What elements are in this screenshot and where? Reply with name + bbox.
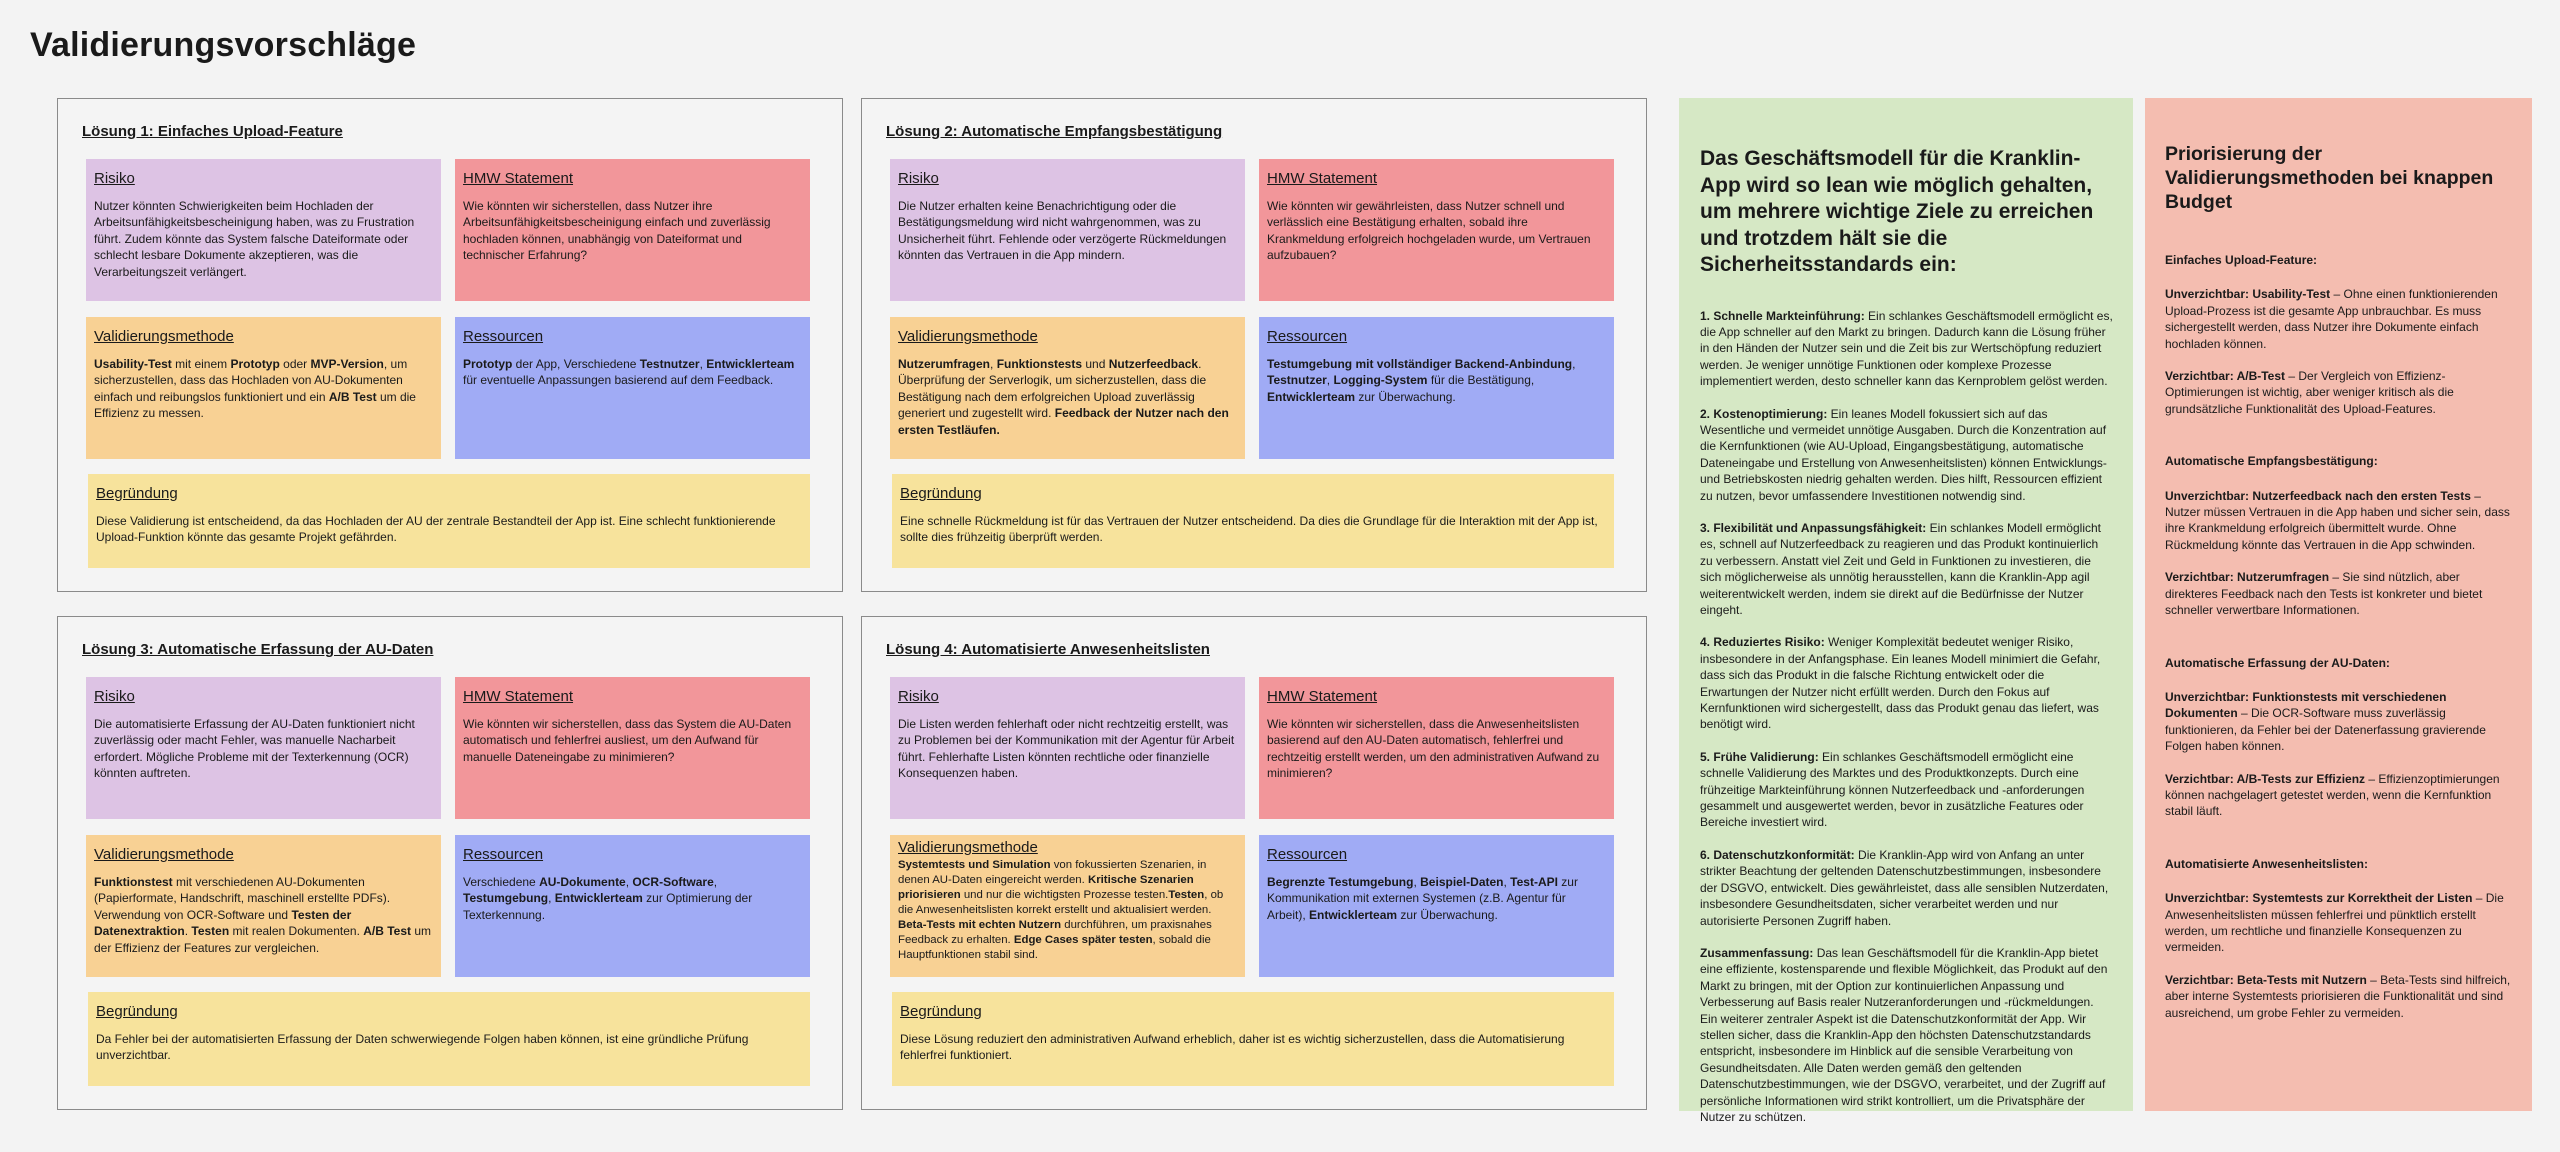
text-segment: und nur die wichtigsten Prozesse testen. — [960, 889, 1169, 901]
text-segment: mit verschiedenen AU-Dokumenten (Papierformate, Handschrift, maschinell erstellte PDFs). Verwendung von OCR-Software und — [94, 875, 391, 922]
card-heading: Validierungsmethode — [94, 328, 234, 345]
priority-item — [2165, 972, 2512, 1021]
reason-card — [892, 992, 1614, 1086]
card-text — [898, 356, 1237, 438]
bold-segment: Feedback der Nutzer nach den ersten Testläufen. — [898, 406, 1229, 437]
resources-card — [1259, 317, 1614, 459]
bold-segment: Systemtests und Simulation — [898, 859, 1051, 871]
point-heading: Zusammenfassung: — [1700, 945, 1814, 960]
business-model-point — [1700, 749, 2113, 831]
resources-card — [455, 317, 810, 459]
point-text: Weniger Komplexität bedeutet weniger Risiko, insbesondere in der Anfangsphase. Ein leanes Modell minimiert die Gefahr, dass sich das Produkt in die falsche Richtung entwickelt oder die Erwartungen der Nutzer nicht erfüllt werden. Durch den Fokus auf Kernfunktionen wird sichergestellt, dass das Produkt genau das liefert, was benötigt wird. — [1700, 635, 2101, 732]
hmw-card — [455, 159, 810, 301]
solution-frame-3 — [57, 616, 843, 1110]
validation-card — [890, 317, 1245, 459]
text-segment: Verschiedene — [463, 875, 540, 889]
bold-segment: A/B Test — [363, 924, 412, 939]
bold-segment: Testumgebung mit vollständiger Backend-Anbindung — [1267, 357, 1573, 371]
priority-text: – Sie sind nützlich, aber direkteres Feedback nach den Tests ist konkreter und bietet schneller verwertbare Informationen. — [2165, 570, 2483, 618]
solution-title: Lösung 3: Automatische Erfassung der AU-Daten — [82, 641, 434, 658]
resources-card — [455, 835, 810, 977]
text-segment: zur Kommunikation mit externen Systemen (z.B. Agentur für Arbeit), — [1267, 875, 1578, 922]
validation-card — [86, 835, 441, 977]
text-segment: , um sicherzustellen, dass das Hochladen von AU-Dokumenten einfach und reibungslos funktioniert und ein — [94, 357, 408, 404]
card-heading: Risiko — [94, 170, 135, 187]
bold-segment: Entwicklerteam — [706, 357, 795, 371]
bold-segment: Testen — [1168, 889, 1205, 901]
priority-label: Unverzichtbar: Systemtests zur Korrektheit der Listen — [2165, 891, 2473, 906]
validation-card — [86, 317, 441, 459]
text-segment: um der Effizienz der Features zur vergleichen. — [94, 924, 432, 955]
bold-segment: Funktionstests — [996, 357, 1083, 371]
section-spacer — [2165, 635, 2512, 655]
bold-segment: AU-Dokumente — [539, 875, 626, 889]
risk-card — [890, 159, 1245, 301]
priority-text: – Nutzer müssen Vertrauen in die App haben und sicher sein, dass ihre Krankmeldung erfolgreich übermittelt wurde. Ohne Rückmeldung könnte das Vertrauen in die App schwinden. — [2165, 488, 2510, 552]
text-segment: oder — [279, 357, 311, 371]
bold-segment: Testnutzer — [1267, 373, 1327, 388]
card-heading: Risiko — [898, 688, 939, 705]
card-text: Eine schnelle Rückmeldung ist für das Vertrauen der Nutzer entscheidend. Da dies die Grundlage für die Interaktion mit der App ist, sollte dies frühzeitig überprüft werden. — [900, 514, 1598, 545]
text-segment: , — [1572, 357, 1576, 371]
bold-segment: Edge Cases später testen — [1013, 934, 1153, 946]
hmw-card — [455, 677, 810, 819]
prioritization-title: Priorisierung der Validierungsmethoden bei knappen Budget — [2165, 143, 2494, 213]
card-heading: Ressourcen — [463, 846, 544, 863]
card-text: Wie könnten wir sicherstellen, dass die Anwesenheitslisten basierend auf den AU-Daten automatisch, fehlerfrei und rechtzeitig erstellt werden, um den administrativen Aufwand zu minimieren? — [1267, 717, 1600, 781]
text-segment: um die Effizienz zu messen. — [94, 389, 416, 421]
priority-label: Unverzichtbar: Usability-Test — [2165, 287, 2331, 302]
priority-text: – Die OCR-Software muss zuverlässig funktionieren, da Fehler bei der Datenerfassung gravierende Folgen haben können. — [2165, 706, 2486, 754]
solution-frame-1 — [57, 98, 843, 592]
reason-card — [892, 474, 1614, 568]
text-segment: , sobald die Hauptfunktionen stabil sind. — [898, 934, 1211, 961]
text-segment: , — [548, 891, 555, 906]
reason-card — [88, 992, 810, 1086]
bold-segment: Testnutzer — [639, 357, 700, 371]
priority-item — [2165, 569, 2512, 618]
text-segment: und — [1082, 357, 1109, 371]
text-segment: zur Überwachung. — [1397, 907, 1498, 922]
text-segment: mit einem — [171, 357, 231, 371]
bold-segment: Logging-System — [1333, 373, 1428, 388]
text-segment: durchführen, um praxisnahes Feedback zu erhalten. — [898, 919, 1212, 946]
card-heading: HMW Statement — [1267, 170, 1378, 187]
card-heading: Risiko — [94, 688, 135, 705]
priority-text: – Beta-Tests sind hilfreich, aber interne Systemtests priorisieren die Funktionalität und sind ausreichend, um grobe Fehler zu vermeiden. — [2165, 972, 2511, 1020]
point-text: Die Kranklin-App wird von Anfang an unter strikter Beachtung der geltenden Datenschutzbestimmungen, insbesondere der DSGVO, entwickelt. Dies gewährleistet, dass alle sensiblen Nutzerdaten, insbesondere Gesundheitsdaten, sicher verarbeitet werden und nur autorisierte Personen Zugriff haben. — [1700, 847, 2109, 928]
card-text — [463, 356, 802, 389]
card-text: Nutzer könnten Schwierigkeiten beim Hochladen der Arbeitsunfähigkeitsbescheinigung haben, was zu Frustration führt. Zudem könnte das System falsche Dateiformate oder schlecht lesbare Dokumente akzeptieren, was die Verarbeitungszeit verlängert. — [94, 199, 415, 279]
text-segment: der App, Verschiedene — [512, 357, 640, 371]
section-spacer — [2165, 433, 2512, 453]
point-heading: 5. Frühe Validierung: — [1700, 749, 1819, 764]
card-text: Die Nutzer erhalten keine Benachrichtigung oder die Bestätigungsmeldung wird nicht wahrgenommen, was zu Unsicherheit führt. Fehlende oder verzögerte Rückmeldungen könnten das Vertrauen in die App mindern. — [898, 199, 1227, 263]
point-text: Ein schlankes Geschäftsmodell ermöglicht es, die App schneller auf den Markt zu bringen. Dadurch kann die Lösung früher in den Händen der Nutzer sein und die Zeit bis zur Wertschöpfung reduziert werden. Je weniger unnötige Funktionen oder komplexe Prozesse implementiert werden, desto schneller kann das Kernproblem gelöst werden. — [1700, 308, 2113, 389]
priority-label: Verzichtbar: A/B-Test — [2165, 369, 2286, 384]
text-segment: , — [990, 357, 997, 371]
solution-title: Lösung 1: Einfaches Upload-Feature — [82, 123, 343, 140]
point-text: Das lean Geschäftsmodell für die Kranklin-App bietet eine effiziente, kostensparende und flexible Möglichkeit, das Produkt auf den Markt zu bringen, mit der Option zur kontinuierlichen Anpassung und Verbesserung auf Basis realer Nutzeranforderungen und -rückmeldungen. Ein weiterer zentraler Aspekt ist die Datenschutzkonformität der App. Wir stellen sicher, dass die Kranklin-App den höchsten Datenschutzstandards entspricht, insbesondere im Hinblick auf die sensible Verarbeitung von Gesundheitsdaten. Alle Daten werden gemäß den geltenden Datenschutzbestimmungen, wie der DSGVO, verarbeitet, und der Zugriff auf persönliche Informationen wird strikt kontrolliert, um die Privatsphäre der Nutzer zu schützen. — [1700, 945, 2108, 1124]
business-model-title: Das Geschäftsmodell für die Kranklin-App wird so lean wie möglich gehalten, um mehrere wichtige Ziele zu erreichen und trotzdem hält sie die Sicherheitsstandards ein: — [1700, 147, 2094, 276]
priority-section-heading: Automatische Empfangsbestätigung: — [2165, 454, 2378, 469]
point-text: Ein schlankes Geschäftsmodell ermöglicht eine schnelle Validierung des Marktes und des Produktkonzepts. Durch eine frühzeitige Markteinführung können Nutzerfeedback und -anforderungen gesammelt und ausgewertet werden, bevor in zusätzliche Features oder Bereiche investiert wird. — [1700, 749, 2085, 830]
card-heading: HMW Statement — [1267, 688, 1378, 705]
point-heading: 4. Reduziertes Risiko: — [1700, 635, 1825, 650]
card-text: Da Fehler bei der automatisierten Erfassung der Daten schwerwiegende Folgen haben können, ist eine gründliche Prüfung unverzichtbar. — [96, 1032, 749, 1063]
bold-segment: Beta-Tests mit echten Nutzern — [898, 919, 1062, 931]
bold-segment: A/B Test — [328, 389, 377, 404]
priority-item — [2165, 771, 2512, 820]
bold-segment: Testumgebung — [463, 891, 549, 906]
card-text: Die Listen werden fehlerhaft oder nicht rechtzeitig erstellt, was zu Problemen bei der Kommunikation mit der Agentur für Arbeit führt. Fehlerhafte Listen könnten rechtliche oder finanzielle Konsequenzen haben. — [898, 717, 1235, 781]
text-segment: . — [184, 924, 192, 939]
card-text: Wie könnten wir gewährleisten, dass Nutzer schnell und verlässlich eine Bestätigung erhalten, sobald ihre Krankmeldung erfolgreich hochgeladen wurde, um Vertrauen aufzubauen? — [1267, 199, 1591, 263]
bold-segment: Prototyp — [230, 357, 280, 371]
priority-item — [2165, 689, 2512, 755]
priority-label: Verzichtbar: A/B-Tests zur Effizienz — [2165, 771, 2366, 786]
prioritization-panel — [2145, 98, 2532, 1111]
card-heading: Ressourcen — [1267, 328, 1348, 345]
bold-segment: Kritische Szenarien priorisieren — [898, 874, 1194, 901]
text-segment: , — [625, 875, 633, 889]
business-model-point — [1700, 847, 2113, 929]
text-segment: für eventuelle Anpassungen basierend auf dem Feedback. — [463, 373, 774, 388]
bold-segment: Entwicklerteam — [554, 891, 643, 906]
bold-segment: Test-API — [1510, 875, 1558, 889]
priority-text: – Der Vergleich von Effizienz-Optimierungen ist wichtig, aber weniger kritisch als die grundsätzliche Funktionalität des Upload-Features. — [2165, 369, 2454, 416]
validation-card — [890, 835, 1245, 977]
card-heading: HMW Statement — [463, 688, 574, 705]
solution-title: Lösung 2: Automatische Empfangsbestätigung — [886, 123, 1223, 140]
card-heading: Ressourcen — [1267, 846, 1348, 863]
text-segment: , — [713, 875, 718, 889]
card-heading: Begründung — [900, 1003, 982, 1020]
point-heading: 6. Datenschutzkonformität: — [1700, 847, 1855, 862]
bold-segment: OCR-Software — [632, 875, 714, 889]
card-text: Diese Lösung reduziert den administrativen Aufwand erheblich, daher ist es wichtig sicherzustellen, dass die Automatisierung fehlerfrei funktioniert. — [900, 1032, 1565, 1063]
bold-segment: MVP-Version — [310, 357, 384, 371]
hmw-card — [1259, 159, 1614, 301]
bold-segment: Entwicklerteam — [1267, 389, 1356, 404]
bold-segment: Testen der Datenextraktion — [94, 907, 352, 939]
card-heading: Risiko — [898, 170, 939, 187]
text-segment: , — [699, 357, 707, 371]
hmw-card — [1259, 677, 1614, 819]
card-text: Diese Validierung ist entscheidend, da das Hochladen der AU der zentrale Bestandteil der App ist. Eine schlecht funktionierende Upload-Funktion könnte das gesamte Projekt gefährden. — [96, 514, 776, 545]
bold-segment: Beispiel-Daten — [1420, 875, 1504, 889]
priority-item — [2165, 368, 2512, 417]
card-heading: Validierungsmethode — [898, 328, 1038, 345]
risk-card — [86, 677, 441, 819]
business-model-point — [1700, 308, 2113, 390]
card-heading: Ressourcen — [463, 328, 544, 345]
bold-segment: Nutzerfeedback — [1108, 357, 1199, 371]
text-segment: zur Optimierung der Texterkennung. — [463, 891, 753, 922]
prioritization-sections — [2165, 252, 2512, 1021]
point-text: Ein schlankes Modell ermöglicht es, schnell auf Nutzerfeedback zu reagieren und das Produkt kontinuierlich zu verbessern. Anstatt viel Zeit und Geld in Funktionen zu investieren, die sich möglicherweise als unnötig herausstellen, kann die Kranklin-App agil weiterentwickelt werden, indem sie direkt auf die Bedürfnisse der Nutzer eingeht. — [1700, 520, 2101, 617]
priority-label: Verzichtbar: Nutzerumfragen — [2165, 570, 2330, 585]
business-model-point — [1700, 945, 2113, 1125]
text-segment: , — [1413, 875, 1421, 889]
priority-section-heading: Automatische Erfassung der AU-Daten: — [2165, 655, 2390, 670]
business-model-point — [1700, 634, 2113, 732]
priority-label: Unverzichtbar: Funktionstests mit verschiedenen Dokumenten — [2165, 689, 2447, 721]
text-segment: . Überprüfung der Serverlogik, um sicherzustellen, dass die Bestätigung nach dem erfolgreichen Upload zuverlässig generiert und zugestellt wird. — [898, 357, 1207, 421]
card-text — [94, 356, 433, 422]
card-text: Wie könnten wir sicherstellen, dass Nutzer ihre Arbeitsunfähigkeitsbescheinigung einfach und zuverlässig hochladen können, unabhängig von Dateiformat und technischer Erfahrung? — [463, 199, 771, 263]
bold-segment: Funktionstest — [94, 875, 173, 889]
bold-segment: Usability-Test — [94, 357, 172, 371]
solution-frame-2 — [861, 98, 1647, 592]
priority-text: – Die Anwesenheitslisten müssen fehlerfrei und pünktlich erstellt werden, um rechtliche und finanzielle Konsequenzen zu vermeiden. — [2165, 891, 2504, 955]
text-segment: , — [1326, 373, 1334, 388]
card-text: Wie könnten wir sicherstellen, dass das System die AU-Daten automatisch und fehlerfrei ausliest, um den Aufwand für manuelle Dateneingabe zu minimieren? — [463, 717, 792, 764]
bold-segment: Begrenzte Testumgebung — [1267, 875, 1414, 889]
card-text — [898, 858, 1237, 963]
resources-card — [1259, 835, 1614, 977]
business-model-point — [1700, 406, 2113, 504]
text-segment: von fokussierten Szenarien, in denen AU-Daten eingereicht werden. — [898, 859, 1207, 886]
text-segment: zur Überwachung. — [1355, 389, 1456, 404]
card-heading: Begründung — [96, 1003, 178, 1020]
card-text — [1267, 356, 1606, 405]
text-segment: , ob die Anwesenheitslisten korrekt erstellt und aktualisiert werden. — [898, 889, 1224, 916]
point-text: Ein leanes Modell fokussiert sich auf das Wesentliche und vermeidet unnötige Ausgaben. Durch die Konzentration auf die Kernfunktionen (wie AU-Upload, Eingangsbestätigung, automatische Dateneingabe und Erstellung von Anwesenheitslisten) können Entwicklungs- und Betriebskosten niedrig gehalten werden. Dies hilft, Ressourcen effizient zu nutzen, bevor umfassendere Investitionen notwendig sind. — [1700, 406, 2107, 503]
card-text — [463, 874, 802, 923]
card-heading: Validierungsmethode — [898, 839, 1038, 856]
priority-item — [2165, 286, 2512, 352]
solution-frame-4 — [861, 616, 1647, 1110]
business-model-point — [1700, 520, 2113, 618]
page-title: Validierungsvorschläge — [30, 26, 417, 64]
text-segment: mit realen Dokumenten. — [229, 924, 364, 939]
risk-card — [86, 159, 441, 301]
business-model-points — [1700, 308, 2113, 1126]
priority-item — [2165, 890, 2512, 956]
priority-label: Unverzichtbar: Nutzerfeedback nach den ersten Tests — [2165, 488, 2471, 503]
bold-segment: Prototyp — [463, 357, 513, 371]
section-spacer — [2165, 836, 2512, 856]
bold-segment: Nutzerumfragen — [898, 357, 991, 371]
priority-section-heading: Einfaches Upload-Feature: — [2165, 253, 2318, 267]
priority-item — [2165, 488, 2512, 554]
text-segment: für die Bestätigung, — [1427, 373, 1535, 388]
priority-section-heading: Automatisierte Anwesenheitslisten: — [2165, 856, 2368, 871]
solution-title: Lösung 4: Automatisierte Anwesenheitslisten — [886, 641, 1210, 658]
reason-card — [88, 474, 810, 568]
card-heading: Validierungsmethode — [94, 846, 234, 863]
bold-segment: Entwicklerteam — [1309, 907, 1398, 922]
point-heading: 1. Schnelle Markteinführung: — [1700, 308, 1865, 323]
card-text: Die automatisierte Erfassung der AU-Daten funktioniert nicht zuverlässig oder macht Fehler, was manuelle Nacharbeit erfordert. Mögliche Probleme mit der Texterkennung (OCR) könnten auftreten. — [94, 717, 415, 781]
text-segment: , — [1503, 875, 1511, 889]
priority-text: – Effizienzoptimierungen können nachgelagert getestet werden, wenn die Kernfunktion stabil läuft. — [2165, 771, 2500, 819]
card-text — [1267, 874, 1606, 923]
card-heading: Begründung — [900, 485, 982, 502]
card-text — [94, 874, 433, 956]
point-heading: 3. Flexibilität und Anpassungsfähigkeit: — [1700, 520, 1927, 535]
priority-text: – Ohne einen funktionierenden Upload-Prozess ist die gesamte App unbrauchbar. Es muss sichergestellt werden, dass Nutzer ihre Dokumente einfach hochladen können. — [2165, 287, 2498, 351]
priority-label: Verzichtbar: Beta-Tests mit Nutzern — [2165, 972, 2367, 987]
business-model-panel — [1679, 98, 2133, 1124]
risk-card — [890, 677, 1245, 819]
card-heading: Begründung — [96, 485, 178, 502]
card-heading: HMW Statement — [463, 170, 574, 187]
point-heading: 2. Kostenoptimierung: — [1700, 406, 1828, 421]
bold-segment: Testen — [191, 924, 230, 939]
